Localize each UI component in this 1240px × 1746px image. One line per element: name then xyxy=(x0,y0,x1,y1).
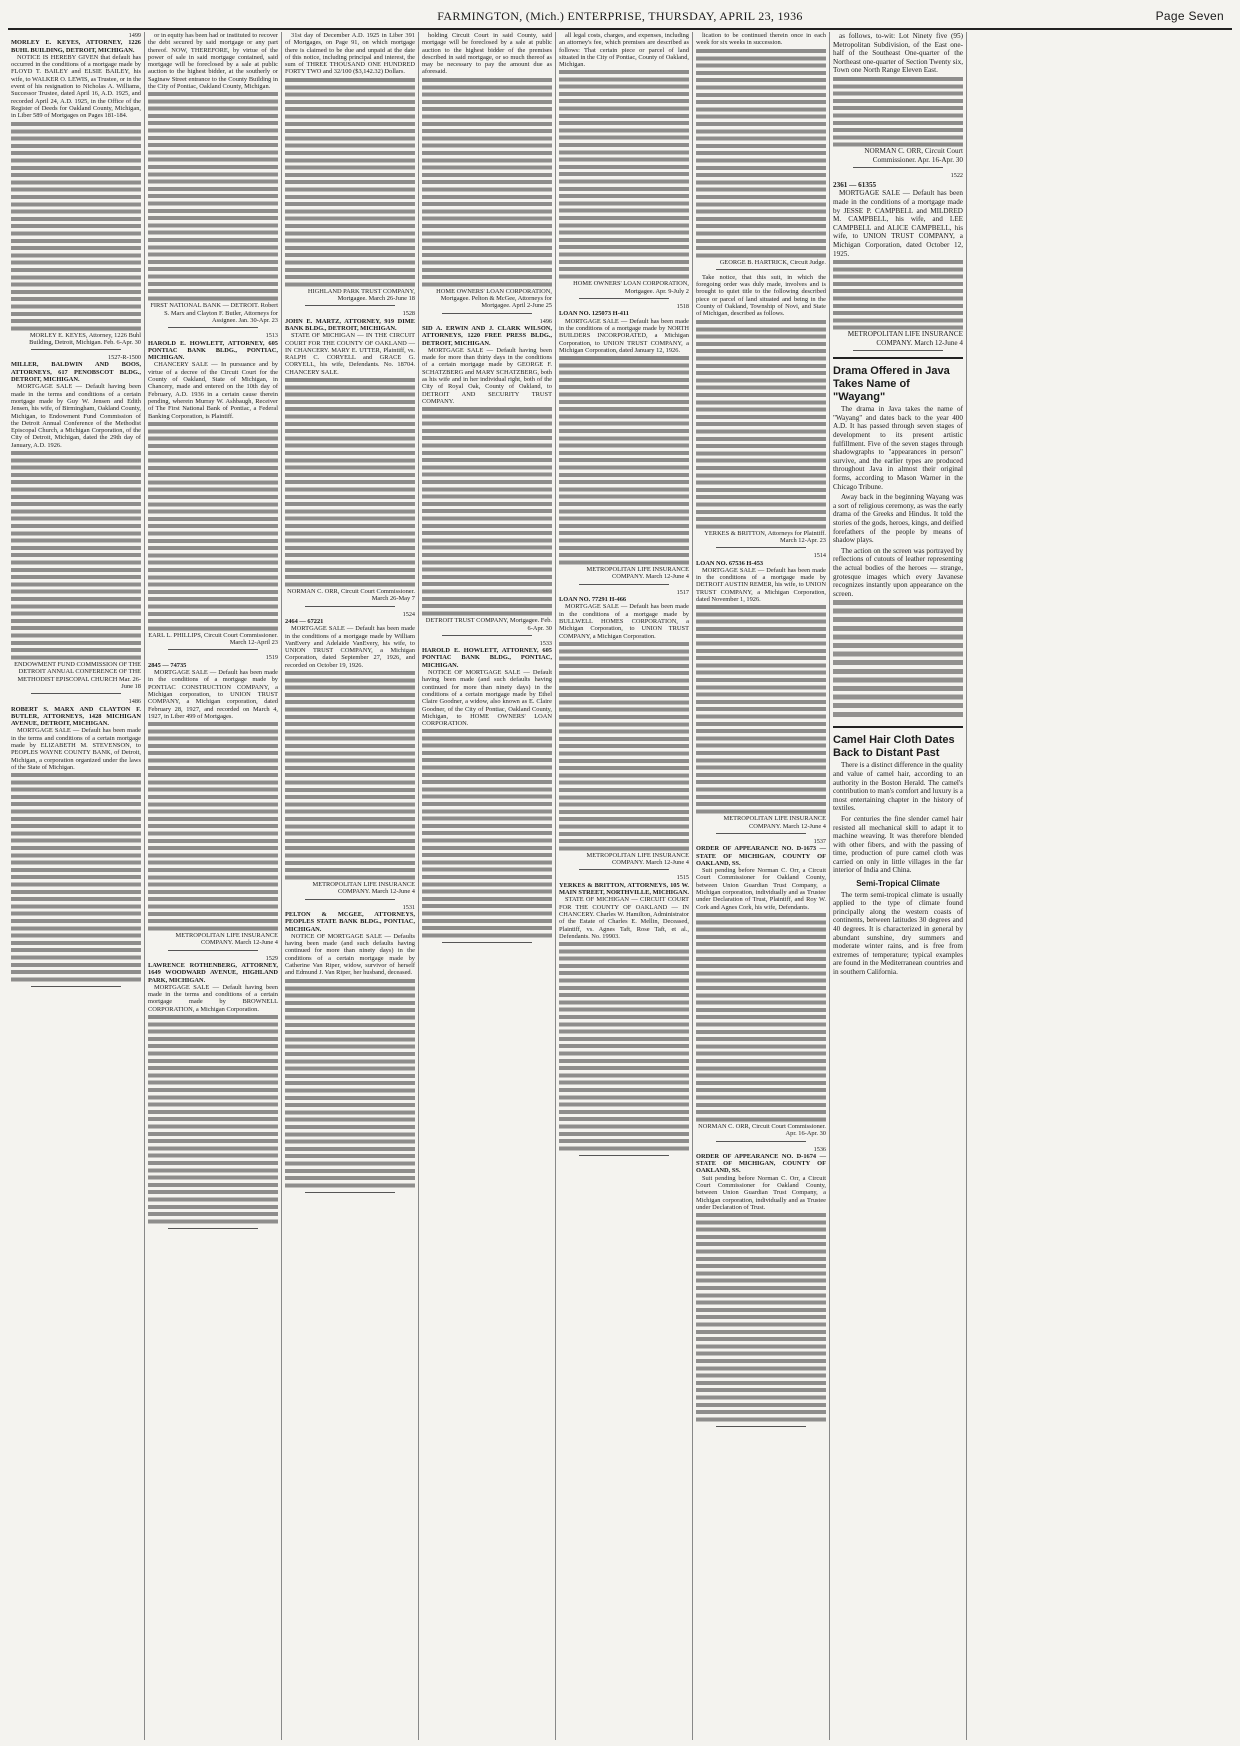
masthead xyxy=(8,6,1232,30)
notice-signature: METROPOLITAN LIFE INSURANCE COMPANY. March 12-June 4 xyxy=(312,881,415,896)
legal-notice xyxy=(285,904,415,1193)
notice-body: as follows, to-wit: Lot Ninety five (95) Metropolitan Subdivision, of the East one-half of the Southeast One-quarter of the Northeast one-quarter of Section Twenty six, Town one North Range Eleven East. xyxy=(833,32,963,75)
notice-heading: LOAN NO. 77291 H-466 xyxy=(559,596,627,604)
notice-divider xyxy=(168,1228,258,1229)
notice-text-lines xyxy=(285,979,415,1189)
notice-signature: METROPOLITAN LIFE INSURANCE COMPANY. March 12-June 4 xyxy=(586,851,689,867)
columns xyxy=(8,32,1232,1740)
legal-notice xyxy=(696,32,826,270)
legal-notice xyxy=(11,354,141,694)
notice-heading: LAWRENCE ROTHENBERG, ATTORNEY, 1649 WOODWARD AVENUE, HIGHLAND PARK, MICHIGAN. xyxy=(148,961,278,984)
page-number: Page Seven xyxy=(1155,9,1224,23)
notice-divider xyxy=(442,942,532,943)
notice-text-lines xyxy=(696,913,826,1123)
legal-notice xyxy=(696,838,826,1142)
notice-divider xyxy=(716,269,806,270)
notice-signature: FIRST NATIONAL BANK — DETROIT. Robert S. Marx and Clayton F. Butler, Attorneys for Assignee. Jan. 30-Apr. 23 xyxy=(150,302,278,324)
notice-divider xyxy=(168,327,258,328)
legal-notice xyxy=(696,1146,826,1428)
legal-notice xyxy=(559,589,689,871)
notice-heading: ROBERT S. MARX AND CLAYTON F. BUTLER, ATTORNEYS, 1428 MICHIGAN AVENUE, DETROIT, MICHIGAN. xyxy=(11,705,141,728)
notice-heading: MILLER, BALDWIN AND BOOS, ATTORNEYS, 617 PENOBSCOT BLDG., DETROIT, MICHIGAN. xyxy=(11,361,141,384)
notice-body: MORTGAGE SALE — Default has been made in the conditions of a mortgage made by DETROIT AUSTIN REMER, his wife, to UNION TRUST COMPANY, a Michigan Corporation, dated November 1, 1926. xyxy=(696,566,826,604)
notice-divider xyxy=(31,693,121,694)
notice-body: Suit pending before Norman C. Orr, a Circuit Court Commissioner for Oakland County, between Union Guardian Trust Company, a Michigan corporation, individually and as Trustee under Declaration of Trust, Plaintiff, and Roy W. Cork and Agnes Cork, his wife, Defendants. xyxy=(696,867,826,911)
masthead-dateline: FARMINGTON, (Mich.) ENTERPRISE, THURSDAY, APRIL 23, 1936 xyxy=(437,9,803,23)
notice-number: 1528 xyxy=(402,310,415,318)
legal-notice xyxy=(422,32,552,314)
legal-notice xyxy=(285,32,415,306)
notice-divider xyxy=(442,635,532,636)
notice-text-lines xyxy=(148,722,278,932)
notice-divider xyxy=(168,649,258,650)
notice-text-lines xyxy=(696,1213,826,1423)
feature-paragraph: The term semi-tropical climate is usually applied to the type of climate found principally along the western coasts of continents, between latitudes 30 degrees and 40 degrees. It is characterized in general by abundant sunshine, dry summers and moderate winter rains, and is free from extremes of temperature; typical examples are found in the Mediterranean countries and in southern California. xyxy=(833,890,963,976)
notice-signature: EARL L. PHILLIPS, Circuit Court Commissioner. March 12-April 23 xyxy=(148,631,278,647)
notice-text-lines xyxy=(148,422,278,632)
notice-number: 1517 xyxy=(676,588,689,596)
notice-signature: METROPOLITAN LIFE INSURANCE COMPANY. March 12-June 4 xyxy=(586,566,689,581)
notice-number: 1514 xyxy=(813,552,826,560)
notice-signature: MORLEY E. KEYES, Attorney, 1226 Buhl Building, Detroit, Michigan. Feb. 6-Apr. 30 xyxy=(29,331,141,346)
notice-body: CHANCERY SALE — In pursuance and by virtue of a decree of the Circuit Court for the County of Oakland, State of Michigan, in Chancery, made and entered on the 10th day of February, A.D. 1936 in a certain cause therein pending, wherein Murray W. Ashbaugh, Receiver of The First National Bank of Pontiac, a Federal Banking Corporation, is Plaintiff. xyxy=(148,361,278,420)
notice-number: 1524 xyxy=(402,610,415,618)
notice-body: NOTICE IS HEREBY GIVEN that default has occurred in the conditions of a mortgage made by FLOYD T. BAILEY and ELSIE BAILEY, his wife, to WALKER O. LEWIS, as Trustee, or in the event of his resignation to Nicholas A. Williams, Successor Trustee, dated April 16, A.D. 1925, and recorded April 24, A.D. 1925, in the Office of the Register of Deeds for Oakland County, Michigan, in Liber 589 of Mortgages on Pages 181-184. xyxy=(11,53,141,120)
notice-divider xyxy=(579,584,669,585)
notice-divider xyxy=(579,1155,669,1156)
notice-body: MORTGAGE SALE — Default has been made in the conditions of a mortgage made by William VanEvery and Adelaide VanEvery, his wife, to UNION TRUST COMPANY, a Michigan Corporation, dated September 27, 1926, and recorded on October 19, 1926. xyxy=(285,625,415,669)
notice-text-lines xyxy=(833,260,963,330)
notice-body: NOTICE OF MORTGAGE SALE — Default having been made (and such defaults having continued for more than ninety days) in the conditions of a certain mortgage made by Ethel Claire Goodner, a widow, also known as E. Claire Goodner, of the City of Pontiac, Oakland County, Michigan, to HOME OWNERS' LOAN CORPORATION. xyxy=(422,669,552,728)
legal-notice xyxy=(833,32,963,168)
notice-divider xyxy=(716,1426,806,1427)
legal-notice xyxy=(148,332,278,650)
legal-notice xyxy=(559,303,689,585)
column-2 xyxy=(145,32,282,1740)
notice-body: or in equity has been had or instituted to recover the debt secured by said mortgage or any part thereof. NOW, THEREFORE, by virtue of the power of sale in said mortgage contained, said mortgage will be foreclosed by a sale at public auction to the highest bidder, at the southerly or Saginaw Street entrance to the County Building in the City of Pontiac, Oakland County, Michigan. xyxy=(148,32,278,91)
notice-number: 1537 xyxy=(813,837,826,845)
notice-divider xyxy=(31,986,121,987)
legal-notice xyxy=(11,698,141,987)
notice-heading: LOAN NO. 125073 H-411 xyxy=(559,310,629,318)
notice-number: 1496 xyxy=(539,317,552,325)
notice-text-lines xyxy=(148,1015,278,1225)
notice-text-lines xyxy=(696,605,826,815)
notice-body: 31st day of December A.D. 1925 in Liber 391 of Mortgages, on Page 91, on which mortgage there is claimed to be due and unpaid at the date of this notice, including principal and interest, the sum of THREE THOUSAND ONE HUNDRED FORTY TWO and 32/100 ($3,142.32) Dollars. xyxy=(285,32,415,76)
column-6 xyxy=(693,32,830,1740)
notice-heading: ORDER OF APPEARANCE NO. D-1673 — STATE OF MICHIGAN, COUNTY OF OAKLAND, SS. xyxy=(696,845,826,867)
notice-body: MORTGAGE SALE — Default has been made in the conditions of a mortgage made by BULLWELL HOMES CORPORATION, a Michigan Corporation, to UNION TRUST COMPANY, a Michigan Corporation. xyxy=(559,603,689,640)
notice-body: NOTICE OF MORTGAGE SALE — Defaults having been made (and such defaults having continued for more than ninety days) in the conditions of a certain mortgage made by Catherine Van Riper, widow, survivor of herself and Edmund J. Van Riper, her husband, deceased. xyxy=(285,932,415,977)
notice-number: 1527-R-1500 xyxy=(108,354,141,362)
legal-notice xyxy=(833,172,963,351)
notice-number: 1515 xyxy=(676,874,689,882)
notice-divider xyxy=(716,833,806,834)
notice-body: MORTGAGE SALE — Default has been made in the conditions of a mortgage made by PONTIAC CONSTRUCTION COMPANY, a Michigan corporation, to UNION TRUST COMPANY, a Michigan corporation, dated February 28, 1927, and recorded on March 4, 1927, in Liber 499 of Mortgages. xyxy=(148,669,278,720)
feature-subhead: Semi-Tropical Climate xyxy=(856,879,940,889)
legal-notice xyxy=(11,32,141,350)
notice-divider xyxy=(31,349,121,350)
notice-text-lines xyxy=(11,122,141,332)
feature-paragraph: The action on the screen was portrayed by reflections of cutouts of leather representing the actual bodies of the heroes — strange, grotesque images which every Javanese recognizes instantly upon appearance on the screen. xyxy=(833,546,963,598)
notice-body: MORTGAGE SALE — Default has been made in the terms and conditions of a certain mortgage made by ELIZABETH M. STEVENSON, to PEOPLES WAYNE COUNTY BANK, of Detroit, Michigan, a corporation organized under the laws of the State of Michigan. xyxy=(11,727,141,771)
notice-divider xyxy=(579,869,669,870)
notice-number: 1518 xyxy=(676,303,689,311)
notice-text-lines xyxy=(422,78,552,288)
notice-signature: HOME OWNERS' LOAN CORPORATION, Mortgagee. Pelton & McGee, Attorneys for Mortgagee. April 2-June 25 xyxy=(436,287,552,310)
notice-divider xyxy=(716,547,806,548)
legal-notice xyxy=(148,955,278,1229)
notice-text-lines xyxy=(696,49,826,259)
notice-divider xyxy=(305,606,395,607)
notice-text-lines xyxy=(11,773,141,983)
notice-text-lines xyxy=(11,451,141,661)
notice-heading: ORDER OF APPEARANCE NO. D-1674 — STATE OF MICHIGAN, COUNTY OF OAKLAND, SS. xyxy=(696,1152,826,1175)
legal-notice xyxy=(696,552,826,834)
notice-heading: LOAN NO. 67536 H-453 xyxy=(696,559,764,567)
notice-signature: NORMAN C. ORR, Circuit Court Commissioner. Apr. 16-Apr. 30 xyxy=(864,146,963,164)
notice-divider xyxy=(853,350,943,351)
notice-body: STATE OF MICHIGAN — IN THE CIRCUIT COURT FOR THE COUNTY OF OAKLAND — IN CHANCERY. MARY E. UTTER, Plaintiff, vs. RALPH C. CORYELL and GRACE G. CORYELL, his wife, Defendants. No. 18704. CHANCERY SALE. xyxy=(285,332,415,376)
notice-text-lines xyxy=(285,78,415,288)
notice-body: STATE OF MICHIGAN — CIRCUIT COURT FOR THE COUNTY OF OAKLAND — IN CHANCERY. Charles W. Hamilton, Administrator of the Estate of Charles E. Mellin, Deceased, Plaintiff, vs. Agnes Taft, Rose Taft, et al., Defendants. No. 19903. xyxy=(559,896,689,940)
column-7 xyxy=(830,32,967,1740)
notice-body: all legal costs, charges, and expenses, including an attorney's fee, which premises are described as follows: That certain piece or parcel of land situated in the City of Pontiac, County of Oakland, Michigan. xyxy=(559,32,689,69)
notice-divider xyxy=(168,950,258,951)
column-5 xyxy=(556,32,693,1740)
notice-number: 1522 xyxy=(950,172,963,180)
notice-number: 1529 xyxy=(265,954,278,962)
notice-heading: YERKES & BRITTON, ATTORNEYS, 105 W. MAIN STREET, NORTHVILLE, MICHIGAN. xyxy=(559,881,689,897)
notice-heading: 2845 — 74735 xyxy=(148,661,187,669)
notice-signature: NORMAN C. ORR, Circuit Court Commissioner. March 26-May 7 xyxy=(287,588,415,603)
notice-signature: METROPOLITAN LIFE INSURANCE COMPANY. March 12-June 4 xyxy=(175,932,278,947)
notice-body: Suit pending before Norman C. Orr, a Circuit Court Commissioner for Oakland County, between Union Guardian Trust Company, a Michigan corporation, individually and as Trustee under Declaration of Trust. xyxy=(696,1174,826,1211)
notice-signature: HIGHLAND PARK TRUST COMPANY, Mortgagee. March 26-June 18 xyxy=(307,287,415,303)
legal-notice xyxy=(559,874,689,1156)
notice-text-lines xyxy=(422,729,552,939)
notice-text-lines xyxy=(285,378,415,588)
notice-body: lication to be continued therein once in each week for six weeks in succession. xyxy=(696,32,826,47)
legal-notice xyxy=(148,32,278,328)
notice-divider xyxy=(305,1192,395,1193)
notice-divider xyxy=(305,305,395,306)
legal-notice xyxy=(285,611,415,900)
notice-text-lines xyxy=(559,942,689,1152)
notice-signature: DETROIT TRUST COMPANY, Mortgagee. Feb. 6-Apr. 30 xyxy=(425,617,552,632)
notice-divider xyxy=(716,1141,806,1142)
feature-divider xyxy=(833,726,963,728)
notice-body: MORTGAGE SALE — Default having been made for more than thirty days in the conditions of a certain mortgage made by GEORGE F. SCHATZBERG and MARY SCHATZBERG, both as his wife and in her individual right, both of the City of Royal Oak, County of Oakland, to DETROIT AND SECURITY TRUST COMPANY. xyxy=(422,346,552,405)
notice-body: holding Circuit Court in said County, said mortgage will be foreclosed by a sale at public auction to the highest bidder of the premises described in said mortgage, or so much thereof as may be necessary to pay the amount due as aforesaid. xyxy=(422,32,552,76)
notice-body: MORTGAGE SALE — Default having been made in the terms and conditions of a certain mortgage made by BROWNELL CORPORATION, a Michigan Corporation. xyxy=(148,983,278,1013)
notice-number: 1513 xyxy=(265,332,278,340)
notice-text-lines xyxy=(559,70,689,280)
feature-paragraph: Away back in the beginning Wayang was a sort of religious ceremony, as was the early drama of the Greeks and Hindus. It told the stories of the gods, heroes, kings, and deified forefathers of the people by means of shadow plays. xyxy=(833,493,963,545)
feature-paragraph: There is a distinct difference in the quality and value of camel hair, according to an authority in the Boston Herald. The camel's contribution to man's comfort and luxury is a most entertaining chapter in the history of textiles. xyxy=(833,761,963,813)
notice-signature: GEORGE B. HARTRICK, Circuit Judge. xyxy=(719,258,826,266)
legal-notice xyxy=(285,310,415,606)
notice-heading: HAROLD E. HOWLETT, ATTORNEY, 605 PONTIAC BANK BLDG., PONTIAC, MICHIGAN. xyxy=(422,647,552,669)
notice-heading: 2361 — 61355 xyxy=(833,180,877,189)
notice-divider xyxy=(305,899,395,900)
legal-notice xyxy=(422,640,552,944)
legal-notice xyxy=(696,274,826,548)
notice-signature: METROPOLITAN LIFE INSURANCE COMPANY. March 12-June 4 xyxy=(847,330,963,347)
feature-paragraph: For centuries the fine slender camel hair resisted all mechanical skill to adapt it to machine weaving. It was therefore blended with other fibers, and with the passing of time, production of pure camel cloth was carried on only in little villages in the far interior of India and China. xyxy=(833,814,963,875)
notice-text-lines xyxy=(422,407,552,617)
notice-heading: PELTON & MCGEE, ATTORNEYS, PEOPLES STATE BANK BLDG., PONTIAC, MICHIGAN. xyxy=(285,910,415,933)
column-1 xyxy=(8,32,145,1740)
notice-text-lines xyxy=(559,356,689,566)
notice-number: 1536 xyxy=(813,1145,826,1153)
feature-paragraph: The drama in Java takes the name of "Wayang" and dates back to the year 400 A.D. It has passed through seven stages of development to its present artistic fulfillment. Five of the seven stages through shadowgraphs to "appearances in person" survive, and the earlier types are produced throughout Java in almost their original forms, according to Mason Warner in the Chicago Tribune. xyxy=(833,405,963,491)
notice-heading: HAROLD E. HOWLETT, ATTORNEY, 605 PONTIAC BANK BLDG., PONTIAC, MICHIGAN. xyxy=(148,339,278,362)
notice-heading: JOHN E. MARTZ, ATTORNEY, 919 DIME BANK BLDG., DETROIT, MICHIGAN. xyxy=(285,317,415,332)
notice-text-lines xyxy=(285,671,415,881)
feature-divider xyxy=(833,357,963,359)
feature-headline: Drama Offered in Java Takes Name of "Wayang" xyxy=(833,365,950,404)
notice-number: 1499 xyxy=(128,32,141,39)
notice-signature: HOME OWNERS' LOAN CORPORATION, Mortgagee. Apr. 9-July 2 xyxy=(573,280,689,295)
legal-notice xyxy=(422,318,552,636)
legal-notice xyxy=(559,32,689,299)
notice-number: 1531 xyxy=(402,903,415,911)
notice-divider xyxy=(442,313,532,314)
legal-notice xyxy=(148,654,278,950)
notice-body: MORTGAGE SALE — Default has been made in the conditions of a mortgage made by NORTH BUILDERS INCORPORATED, a Michigan Corporation, to UNION TRUST COMPANY, a Michigan Corporation, dated January 12, 1926. xyxy=(559,317,689,354)
notice-signature: YERKES & BRITTON, Attorneys for Plaintiff. March 12-Apr. 23 xyxy=(704,529,826,544)
notice-heading: MORLEY E. KEYES, ATTORNEY, 1226 BUHL BUILDING, DETROIT, MICHIGAN. xyxy=(11,39,141,54)
notice-body: MORTGAGE SALE — Default has been made in the conditions of a mortgage made by JESSE P. CAMPBELL and MILDRED M. CAMPBELL, his wife, and LEE CAMPBELL and ALICE CAMPBELL, his wife, to UNION TRUST COMPANY, a Michigan Corporation, dated October 12, 1925. xyxy=(833,189,963,258)
feature-text-lines xyxy=(833,600,963,720)
notice-heading: 2464 — 67221 xyxy=(285,617,324,625)
notice-text-lines xyxy=(559,642,689,852)
notice-text-lines xyxy=(148,92,278,302)
notice-text-lines xyxy=(833,77,963,147)
column-4 xyxy=(419,32,556,1740)
notice-number: 1533 xyxy=(539,639,552,647)
notice-body: MORTGAGE SALE — Default having been made in the terms and conditions of a certain mortgage made by Guy W. Jensen and Edith Jensen, his wife, of Birmingham, Oakland County, Michigan, to Endowment Fund Commission of the Detroit Annual Conference of the Methodist Episcopal Church, a Michigan Corporation, of the City of Detroit, Michigan, dated the 29th day of January, A.D. 1926. xyxy=(11,383,141,449)
column-3 xyxy=(282,32,419,1740)
notice-signature: ENDOWMENT FUND COMMISSION OF THE DETROIT ANNUAL CONFERENCE OF THE METHODIST EPISCOPAL CHURCH Mar. 26-June 18 xyxy=(14,661,141,690)
notice-divider xyxy=(853,167,943,168)
notice-heading: SID A. ERWIN AND J. CLARK WILSON, ATTORNEYS, 1220 FREE PRESS BLDG., DETROIT, MICHIGAN. xyxy=(422,324,552,347)
notice-number: 1486 xyxy=(128,698,141,706)
notice-signature: NORMAN C. ORR, Circuit Court Commissioner. Apr. 16-Apr. 30 xyxy=(698,1122,826,1138)
notice-text-lines xyxy=(696,320,826,530)
notice-signature: METROPOLITAN LIFE INSURANCE COMPANY. March 12-June 4 xyxy=(723,815,826,830)
feature-headline: Camel Hair Cloth Dates Back to Distant Past xyxy=(833,734,955,760)
notice-body: Take notice, that this suit, in which the foregoing order was duly made, involves and is brought to quiet title to the following described piece or parcel of land situated and being in the County of Oakland, Township of Novi, and State of Michigan, described as follows. xyxy=(696,273,826,318)
notice-divider xyxy=(579,298,669,299)
notice-number: 1519 xyxy=(265,654,278,662)
